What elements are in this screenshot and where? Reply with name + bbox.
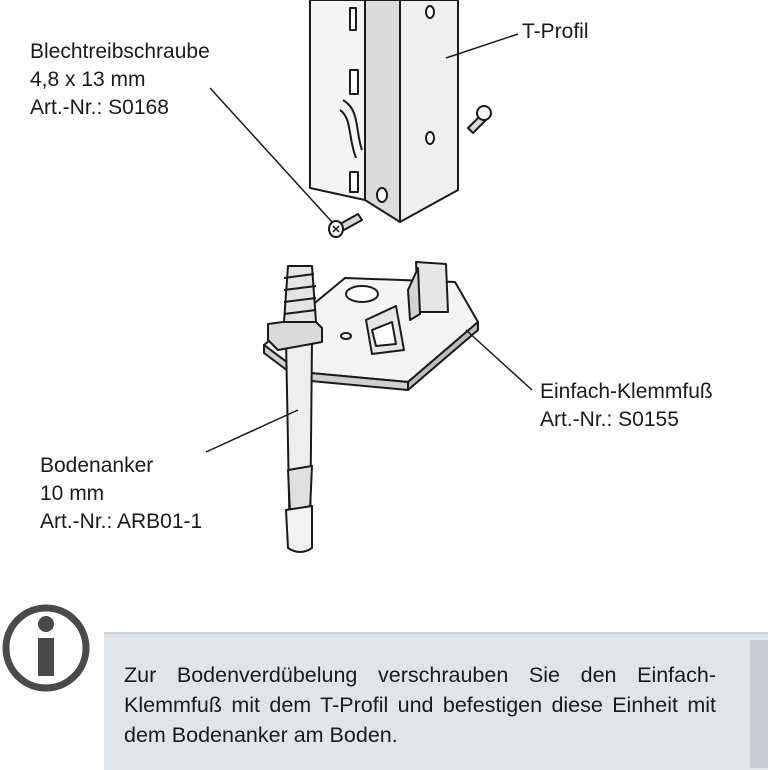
label-bodenanker-line1: Bodenanker bbox=[40, 454, 154, 477]
t-profil-part bbox=[310, 0, 458, 222]
bodenanker-part bbox=[268, 266, 322, 552]
label-schraube-line1: Blechtreibschraube bbox=[30, 40, 210, 63]
label-schraube-line3: Art.-Nr.: S0168 bbox=[30, 96, 169, 119]
info-text: Zur Bodenverdübelung verschrauben Sie den Einfach-Klemmfuß mit dem T-Profil und befestigen diese Einheit mit dem Bodenanker am Boden. bbox=[124, 663, 716, 747]
label-klemmfuss-line2: Art.-Nr.: S0155 bbox=[540, 408, 679, 431]
screw-right bbox=[468, 106, 491, 133]
label-schraube bbox=[30, 38, 210, 122]
label-klemmfuss-line1: Einfach-Klemmfuß bbox=[540, 380, 713, 403]
info-box-shadow bbox=[750, 640, 768, 768]
label-klemmfuss bbox=[540, 378, 713, 434]
label-t-profil-line1: T-Profil bbox=[522, 20, 589, 43]
screw-left bbox=[329, 214, 362, 237]
leader-klemmfuss bbox=[466, 330, 532, 390]
label-t-profil bbox=[522, 18, 589, 46]
info-icon bbox=[0, 596, 106, 702]
label-schraube-line2: 4,8 x 13 mm bbox=[30, 68, 146, 91]
label-bodenanker bbox=[40, 452, 202, 536]
leader-bodenanker bbox=[206, 410, 298, 452]
label-bodenanker-line2: 10 mm bbox=[40, 482, 105, 505]
label-bodenanker-line3: Art.-Nr.: ARB01-1 bbox=[40, 510, 203, 533]
